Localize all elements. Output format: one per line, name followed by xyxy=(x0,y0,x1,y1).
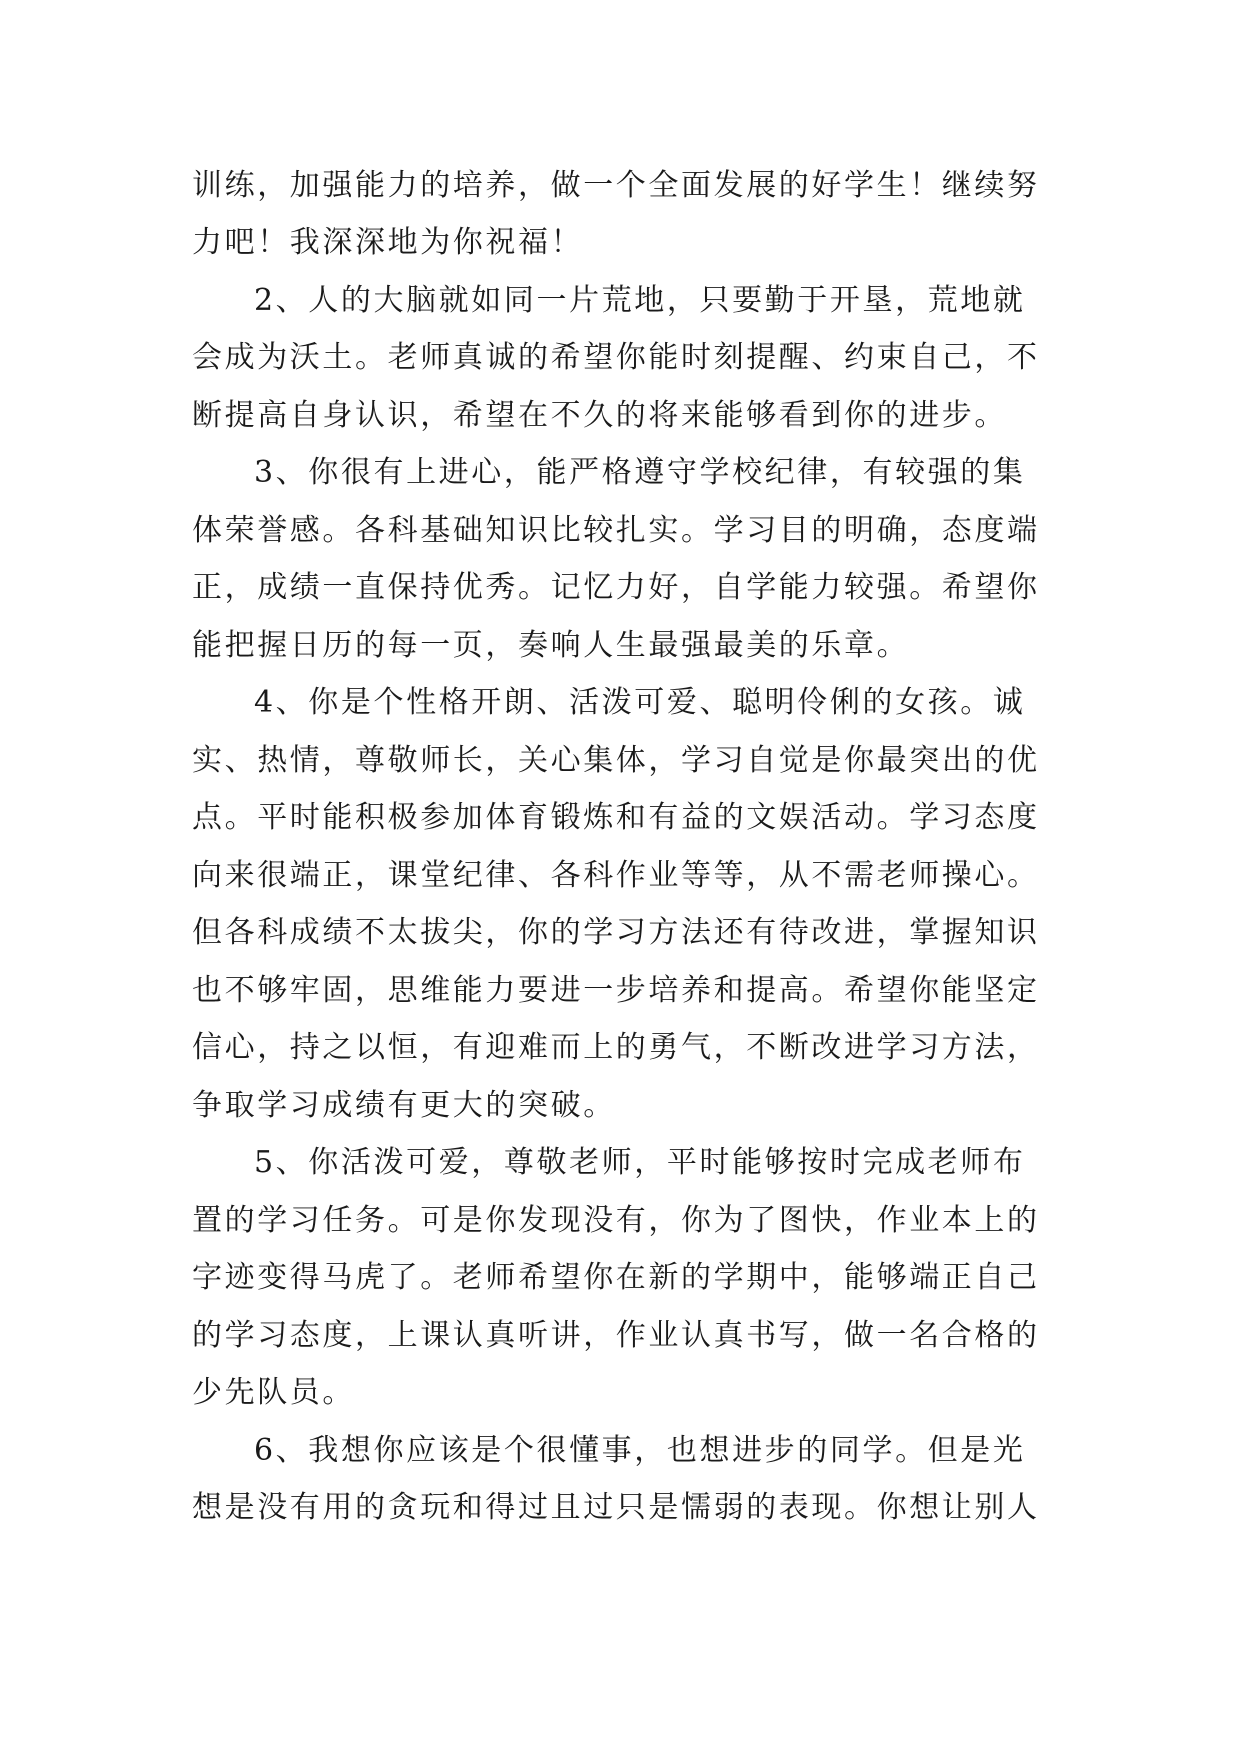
text-line: 体荣誉感。各科基础知识比较扎实。学习目的明确，态度端 xyxy=(192,513,1040,548)
paragraph-3-start: 3、你很有上进心，能严格遵守学校纪律，有较强的集 xyxy=(254,455,1026,490)
text-line: 实、热情，尊敬师长，关心集体，学习自觉是你最突出的优 xyxy=(192,743,1040,778)
text-line: 的学习态度，上课认真听讲，作业认真书写，做一名合格的 xyxy=(192,1318,1040,1353)
text-line: 向来很端正，课堂纪律、各科作业等等，从不需老师操心。 xyxy=(192,858,1040,893)
paragraph-4-start: 4、你是个性格开朗、活泼可爱、聪明伶俐的女孩。诚 xyxy=(254,685,1026,720)
text-line: 正，成绩一直保持优秀。记忆力好，自学能力较强。希望你 xyxy=(192,570,1040,605)
text-line: 但各科成绩不太拔尖，你的学习方法还有待改进，掌握知识 xyxy=(192,915,1040,950)
text-line: 想是没有用的贪玩和得过且过只是懦弱的表现。你想让别人 xyxy=(192,1490,1040,1525)
text-line: 字迹变得马虎了。老师希望你在新的学期中，能够端正自己 xyxy=(192,1260,1040,1295)
text-line: 断提高自身认识，希望在不久的将来能够看到你的进步。 xyxy=(192,398,1007,433)
text-line: 能把握日历的每一页，奏响人生最强最美的乐章。 xyxy=(192,628,910,663)
text-line: 点。平时能积极参加体育锻炼和有益的文娱活动。学习态度 xyxy=(192,800,1040,835)
paragraph-2-start: 2、人的大脑就如同一片荒地，只要勤于开垦，荒地就 xyxy=(254,283,1026,318)
text-line: 置的学习任务。可是你发现没有，你为了图快，作业本上的 xyxy=(192,1203,1040,1238)
paragraph-5-start: 5、你活泼可爱，尊敬老师，平时能够按时完成老师布 xyxy=(254,1145,1026,1180)
text-line: 也不够牢固，思维能力要进一步培养和提高。希望你能坚定 xyxy=(192,973,1040,1008)
text-line: 争取学习成绩有更大的突破。 xyxy=(192,1088,616,1123)
paragraph-6-start: 6、我想你应该是个很懂事，也想进步的同学。但是光 xyxy=(254,1433,1026,1468)
text-line: 力吧！我深深地为你祝福！ xyxy=(192,225,584,260)
text-line: 训练，加强能力的培养，做一个全面发展的好学生！继续努 xyxy=(192,168,1040,203)
text-line: 少先队员。 xyxy=(192,1375,355,1410)
text-line: 会成为沃土。老师真诚的希望你能时刻提醒、约束自己，不 xyxy=(192,340,1040,375)
text-line: 信心，持之以恒，有迎难而上的勇气，不断改进学习方法， xyxy=(192,1030,1040,1065)
